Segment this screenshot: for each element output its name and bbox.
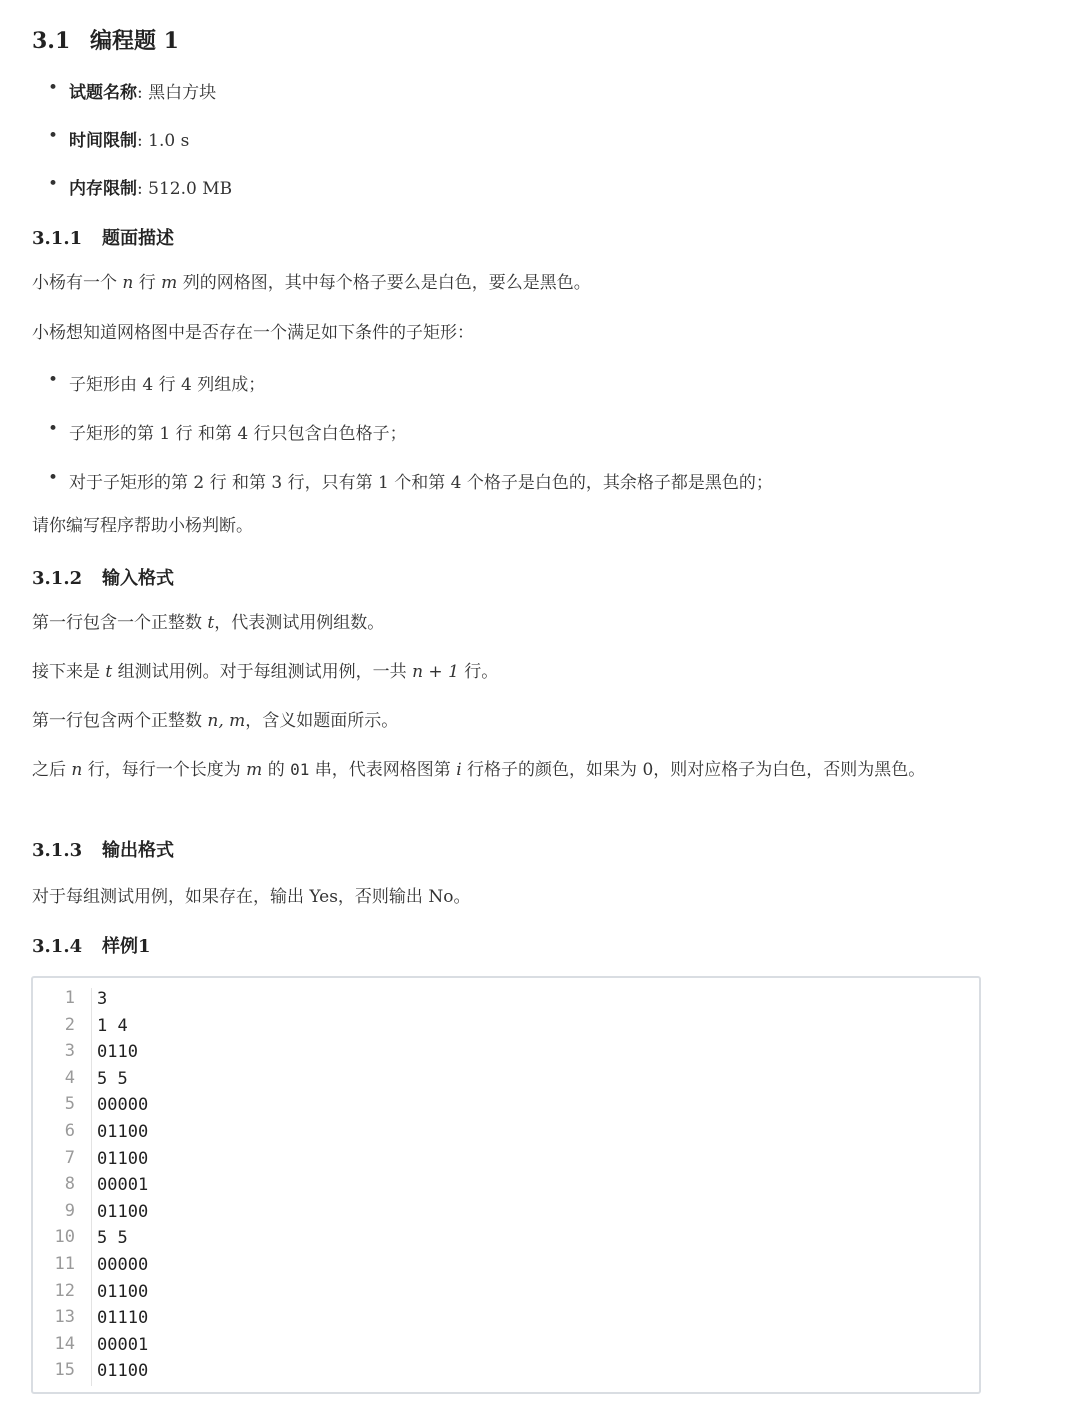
code-line: 00001 — [97, 1175, 149, 1196]
line-number: 12 — [54, 1280, 75, 1301]
paragraph — [32, 268, 982, 298]
text: 行 — [138, 273, 156, 293]
line-number: 7 — [64, 1147, 75, 1168]
code-line: 01100 — [97, 1201, 149, 1222]
math-t: t — [207, 613, 215, 633]
subsection-title: 输入格式 — [102, 568, 174, 589]
line-number-gutter — [33, 988, 92, 1386]
subsection-heading-description — [32, 224, 174, 250]
subsection-title: 样例1 — [102, 936, 151, 957]
code-line: 01100 — [97, 1281, 149, 1302]
list-item-text: 对于子矩形的第 2 行 和第 3 行，只有第 1 个和第 4 个格子是白色的，其余格子都是黑色的； — [69, 473, 773, 493]
text: 行，每行一个长度为 — [87, 760, 241, 780]
code-line: 01100 — [97, 1122, 149, 1142]
subsection-number: 3.1.1 — [32, 228, 83, 249]
line-number: 8 — [64, 1174, 75, 1195]
paragraph — [32, 608, 982, 638]
line-number: 14 — [54, 1333, 75, 1354]
line-number: 10 — [54, 1227, 75, 1248]
text: 组测试用例。对于每组测试用例，一共 — [117, 662, 407, 682]
code-line: 00001 — [97, 1334, 149, 1355]
subsection-number: 3.1.4 — [32, 936, 83, 957]
paragraph — [32, 706, 982, 736]
math-i: i — [456, 760, 462, 780]
code-line: 0110 — [97, 1042, 138, 1063]
list-item — [48, 419, 407, 444]
paragraph: 对于每组测试用例，如果存在，输出 Yes，否则输出 No。 — [32, 887, 471, 907]
code-line: 01100 — [97, 1148, 149, 1169]
list-item — [48, 370, 265, 395]
meta-label: 试题名称 — [69, 83, 137, 103]
code-line: 01110 — [97, 1308, 149, 1329]
line-number: 1 — [64, 988, 75, 1008]
text: 行格子的颜色，如果为 — [467, 760, 638, 780]
text: ，含义如题面所示。 — [245, 711, 399, 731]
list-item — [48, 468, 773, 493]
text: 第一行包含一个正整数 — [32, 613, 202, 633]
list-item-text: 子矩形由 4 行 4 列组成； — [69, 375, 266, 395]
meta-value: 512.0 MB — [148, 179, 233, 199]
text: 接下来是 — [32, 662, 100, 682]
math-m: m — [161, 273, 178, 293]
meta-value: 黑白方块 — [148, 83, 217, 103]
paragraph — [32, 657, 982, 687]
math-t: t — [105, 662, 113, 682]
code-line: 00000 — [97, 1095, 149, 1116]
text: 的 — [267, 760, 285, 780]
code-line: 5 5 — [97, 1228, 128, 1249]
meta-value: 1.0 s — [148, 131, 190, 151]
subsection-number: 3.1.2 — [32, 568, 83, 589]
math-expr: n + 1 — [412, 662, 459, 682]
math-m: m — [246, 760, 263, 780]
line-number: 2 — [64, 1014, 75, 1035]
paragraph — [32, 755, 982, 785]
subsection-title: 输出格式 — [102, 840, 174, 861]
subsection-heading-input — [32, 564, 174, 590]
meta-label: 时间限制 — [69, 131, 137, 151]
line-number: 9 — [64, 1200, 75, 1221]
section-title: 编程题 1 — [90, 28, 179, 54]
text: ，代表测试用例组数。 — [214, 613, 385, 633]
line-number: 15 — [54, 1360, 75, 1381]
subsection-heading-sample — [32, 932, 151, 958]
paragraph: 请你编写程序帮助小杨判断。 — [32, 516, 253, 536]
meta-item-name: • 试题名称: 黑白方块 — [48, 78, 216, 103]
math-nm: n, m — [207, 711, 246, 731]
text: 之后 — [32, 760, 66, 780]
code-block[interactable] — [31, 976, 981, 1394]
text: 串，代表网格图第 — [314, 760, 451, 780]
code-line: 00000 — [97, 1255, 149, 1275]
section-number: 3.1 — [32, 28, 71, 54]
text: 列的网格图，其中每个格子要么是白色，要么是黑色。 — [182, 273, 591, 293]
line-number: 5 — [64, 1094, 75, 1115]
text: 第一行包含两个正整数 — [32, 711, 202, 731]
text: ，则对应格子为白色，否则为黑色。 — [653, 760, 926, 780]
subsection-heading-output — [32, 836, 174, 862]
math-n: n — [71, 760, 83, 780]
meta-item-time: • 时间限制: 1.0 s — [48, 126, 189, 151]
text: 小杨有一个 — [32, 273, 117, 293]
list-item-text: 子矩形的第 1 行 和第 4 行只包含白色格子； — [69, 424, 407, 444]
code-line: 01100 — [97, 1361, 149, 1382]
line-number: 3 — [64, 1041, 75, 1062]
meta-item-memory: • 内存限制: 512.0 MB — [48, 174, 232, 199]
section-heading — [32, 24, 179, 55]
math-n: n — [122, 273, 134, 293]
code-line: 3 — [97, 989, 108, 1009]
line-number: 4 — [64, 1067, 75, 1088]
paragraph: 小杨想知道网格图中是否存在一个满足如下条件的子矩形： — [32, 323, 474, 343]
math-zero: 0 — [642, 760, 654, 780]
code-line: 1 4 — [97, 1015, 128, 1036]
text: 行。 — [464, 662, 499, 682]
line-number: 6 — [64, 1121, 75, 1141]
line-number: 13 — [54, 1307, 75, 1328]
inline-code: 01 — [290, 760, 310, 779]
subsection-number: 3.1.3 — [32, 840, 83, 861]
line-number: 11 — [54, 1254, 75, 1274]
code-line: 5 5 — [97, 1068, 128, 1089]
subsection-title: 题面描述 — [102, 228, 174, 249]
meta-label: 内存限制 — [69, 179, 137, 199]
